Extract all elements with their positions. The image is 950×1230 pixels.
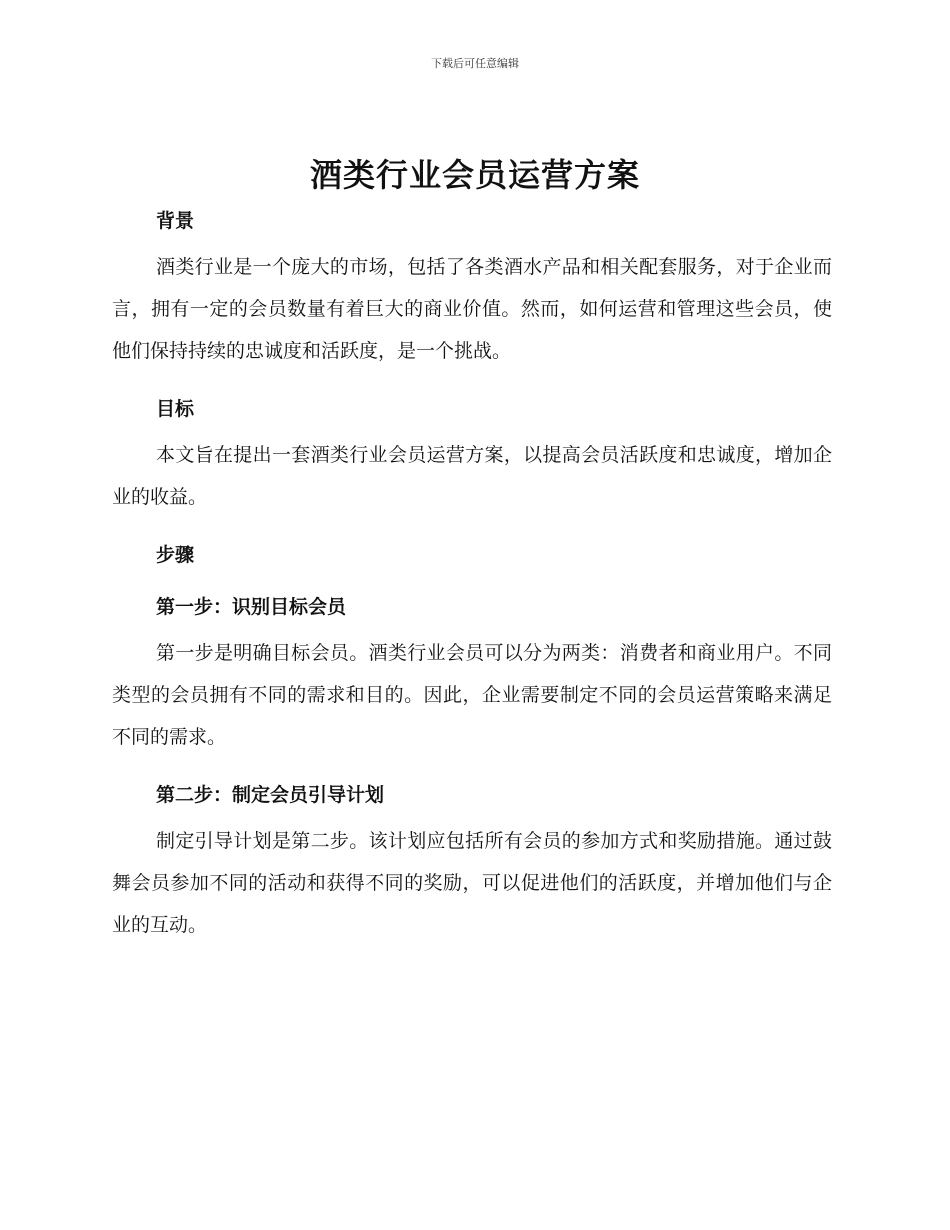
paragraph-goal: 本文旨在提出一套酒类行业会员运营方案，以提高会员活跃度和忠诚度，增加企业的收益。 [112,444,832,508]
section-heading-step2: 第二步：制定会员引导计划 [156,784,385,806]
section-heading-background: 背景 [156,210,195,232]
section-heading-steps: 步骤 [156,544,195,566]
section-heading-goal: 目标 [156,398,195,420]
paragraph-step2: 制定引导计划是第二步。该计划应包括所有会员的参加方式和奖励措施。通过鼓舞会员参加不同的活动和获得不同的奖励，可以促进他们的活跃度，并增加他们与企业的互动。 [112,830,832,936]
document-title: 酒类行业会员运营方案 [309,156,640,194]
section-heading-step1: 第一步：识别目标会员 [156,596,347,618]
paragraph-background: 酒类行业是一个庞大的市场，包括了各类酒水产品和相关配套服务，对于企业而言，拥有一定的会员数量有着巨大的商业价值。然而，如何运营和管理这些会员，使他们保持持续的忠诚度和活跃度，是一个挑战。 [112,256,832,362]
document-body [112,206,832,946]
page-header-note: 下载后可任意编辑 [431,57,519,70]
paragraph-step1: 第一步是明确目标会员。酒类行业会员可以分为两类：消费者和商业用户。不同类型的会员拥有不同的需求和目的。因此，企业需要制定不同的会员运营策略来满足不同的需求。 [112,642,832,748]
